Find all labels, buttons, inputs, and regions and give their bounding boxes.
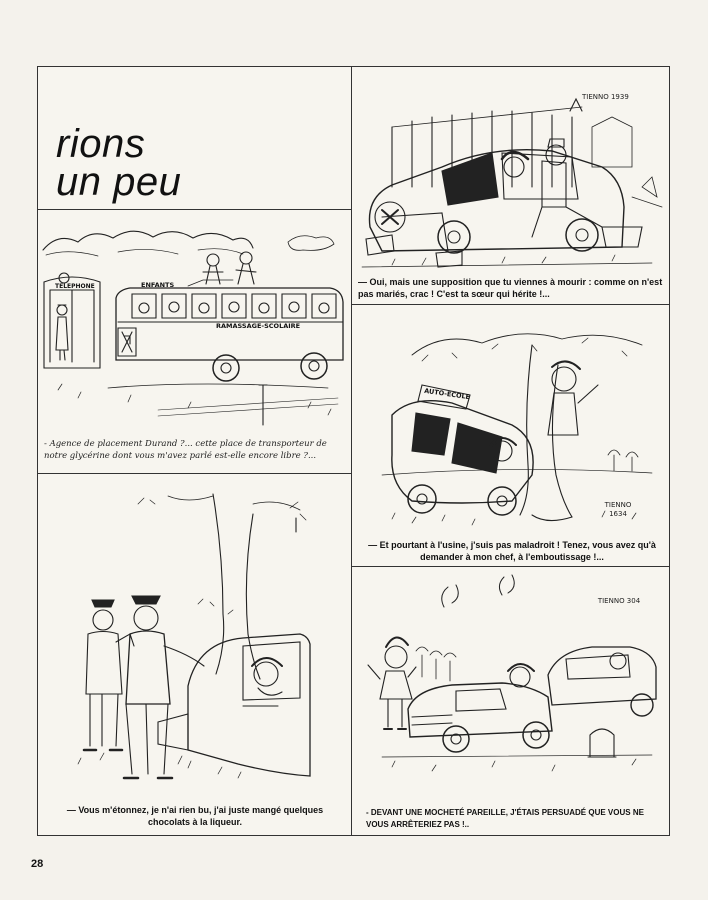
tree-signature: TIENNO 1634 [604,501,632,518]
tree-caption: — Et pourtant à l'usine, j'suis pas maladroit ! Tenez, vous avez qu'à demander à mon chef, à l'emboutissage !... [368,540,656,562]
crash-caption: - DEVANT UNE MOCHETÉ PAREILLE, J'ÉTAIS PERSUADÉ QUE VOUS NE VOUS ARRÊTERIEZ PAS !.. [366,808,644,829]
ramassage-sign: RAMASSAGE-SCOLAIRE [216,322,301,330]
cartoon-wreck [352,67,670,304]
cartoon-tree [352,305,670,566]
bus-drawing [38,210,351,473]
wreck-caption: — Oui, mais une supposition que tu viennes à mourir : comme on n'est pas mariés, crac ! C'est ta sœur qui hérite !... [358,277,663,299]
telephone-sign: TELEPHONE [55,283,95,290]
enfants-sign: ENFANTS [141,281,175,289]
bus-caption: - Agence de placement Durand ?... cette place de transporteur de notre glycérine dont vous m'avez parlé est-elle encore libre ?... [44,439,327,461]
cartoon-police [38,474,351,835]
tree-drawing [352,305,670,566]
title-line-2: un peu [56,159,182,204]
police-caption: — Vous m'étonnez, je n'ai rien bu, j'ai juste mangé quelques chocolats à la liqueur. [66,805,324,827]
cartoon-crash [352,567,670,835]
auto-ecole-sign: AUTO-ECOLE [423,386,471,402]
cartoon-bus [38,210,351,473]
page-number: 28 [31,858,44,870]
crash-drawing [352,567,670,835]
police-drawing [38,474,351,835]
page-title [56,121,182,204]
title-line-1: rions [56,121,146,166]
wreck-drawing [352,67,670,304]
crash-signature: TIENNO 304 [597,597,641,605]
wreck-signature: TIENNO 1939 [582,93,629,101]
